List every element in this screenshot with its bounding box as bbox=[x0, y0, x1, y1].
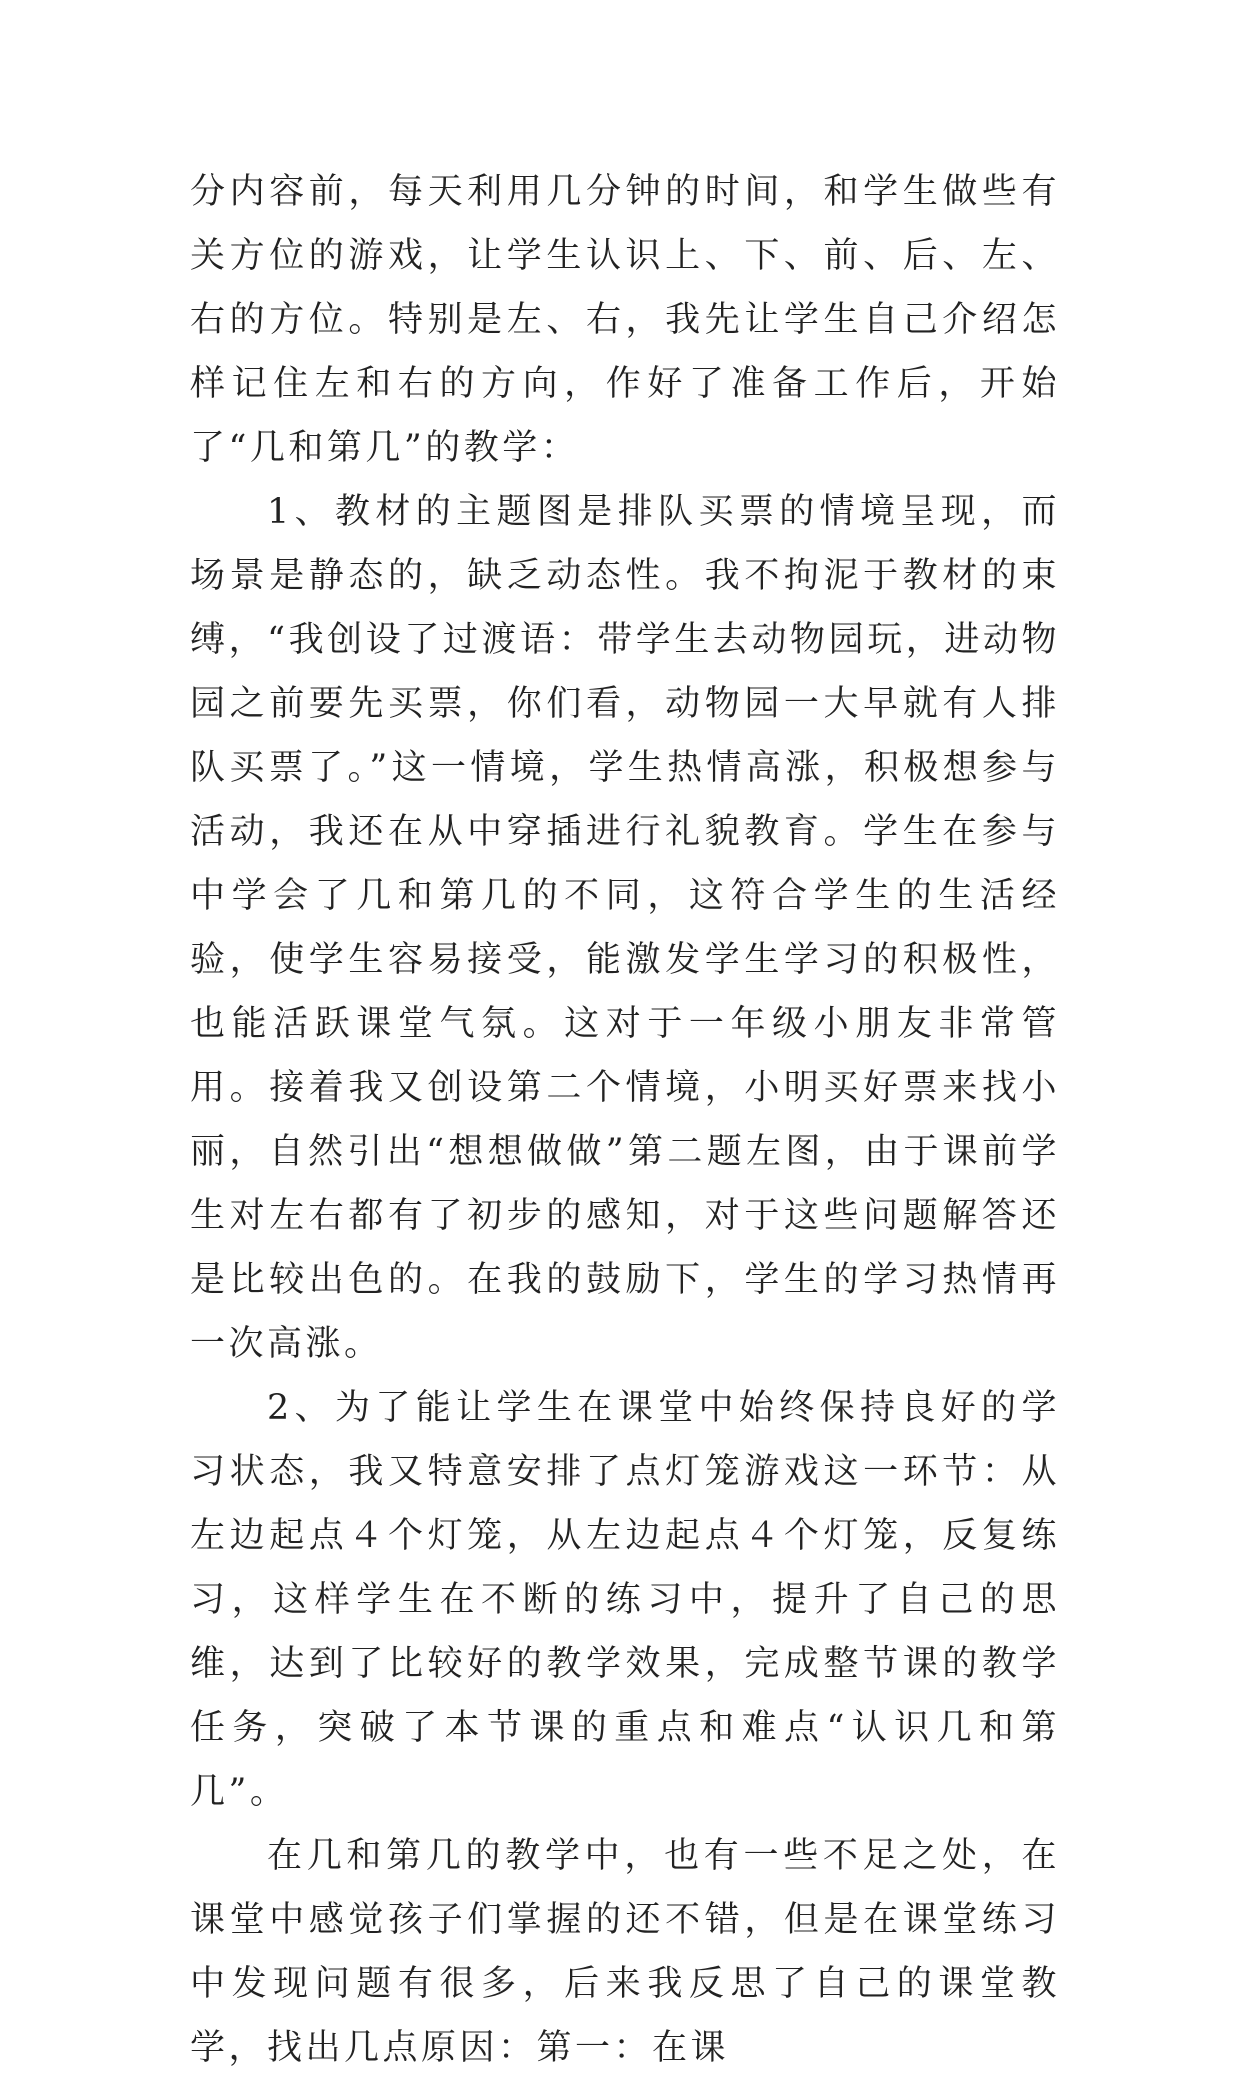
paragraph-point-2: 2、为了能让学生在课堂中始终保持良好的学习状态，我又特意安排了点灯笼游戏这一环节：从左边起点４个灯笼，从左边起点４个灯笼，反复练习，这样学生在不断的练习中，提升了自己的思维，达到了比较好的教学效果，完成整节课的教学任务，突破了本节课的重点和难点“认识几和第几”。 bbox=[190, 1388, 1060, 1812]
paragraph-continued-intro: 分内容前，每天利用几分钟的时间，和学生做些有关方位的游戏，让学生认识上、下、前、后、左、右的方位。特别是左、右，我先让学生自己介绍怎样记住左和右的方向，作好了准备工作后，开始了“几和第几”的教学： bbox=[190, 172, 1060, 468]
document-body bbox=[190, 160, 1060, 2080]
paragraph-point-1: 1、教材的主题图是排队买票的情境呈现，而场景是静态的，缺乏动态性。我不拘泥于教材的束缚，“我创设了过渡语：带学生去动物园玩，进动物园之前要先买票，你们看，动物园一大早就有人排队买票了。”这一情境，学生热情高涨，积极想参与活动，我还在从中穿插进行礼貌教育。学生在参与中学会了几和第几的不同，这符合学生的生活经验，使学生容易接受，能激发学生学习的积极性，也能活跃课堂气氛。这对于一年级小朋友非常管用。接着我又创设第二个情境，小明买好票来找小丽，自然引出“想想做做”第二题左图，由于课前学生对左右都有了初步的感知，对于这些问题解答还是比较出色的。在我的鼓励下，学生的学习热情再一次高涨。 bbox=[190, 492, 1060, 1364]
paragraph-reflection: 在几和第几的教学中，也有一些不足之处，在课堂中感觉孩子们掌握的还不错，但是在课堂练习中发现问题有很多，后来我反思了自己的课堂教学，找出几点原因：第一：在课 bbox=[190, 1836, 1060, 2068]
